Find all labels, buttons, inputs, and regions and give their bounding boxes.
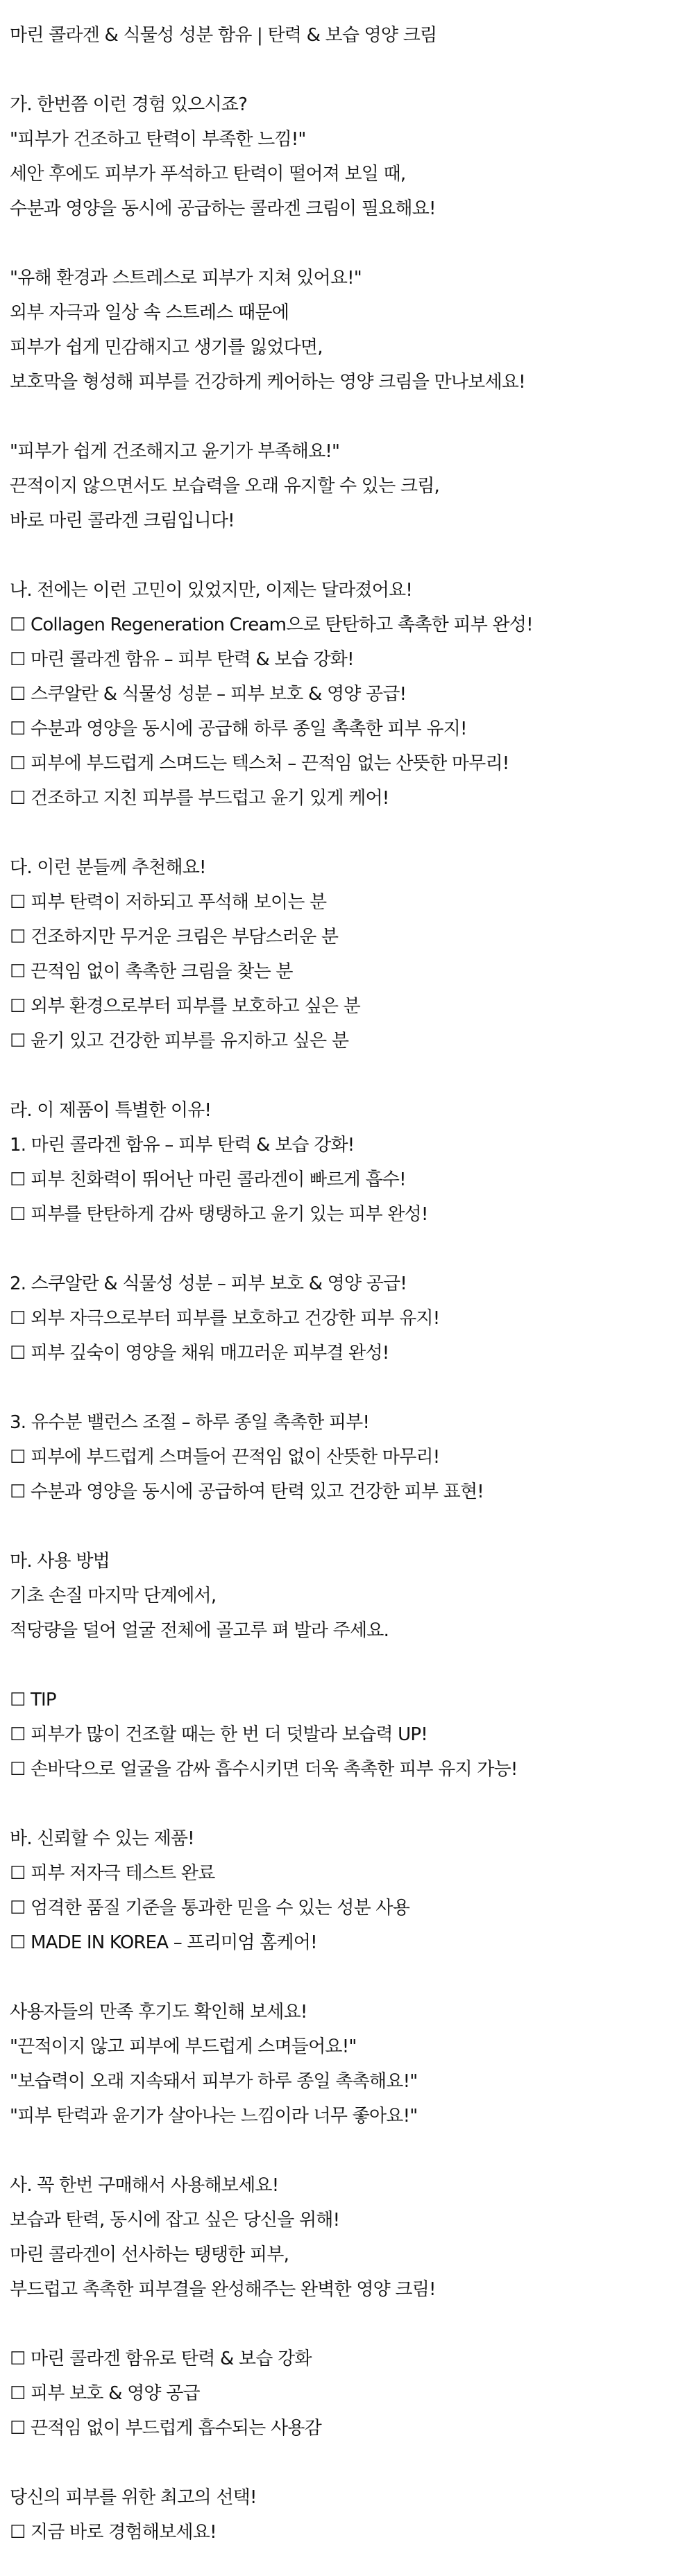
spacer — [10, 1058, 694, 1093]
section-heading: 나. 전에는 이런 고민이 있었지만, 이제는 달라졌어요! — [10, 580, 412, 601]
text-line: ☐ 건조하고 지친 피부를 부드럽고 윤기 있게 케어! — [10, 788, 389, 809]
paragraph — [10, 2342, 694, 2446]
text-line: ☐ 끈적임 없이 촉촉한 크림을 찾는 분 — [10, 961, 293, 982]
text-line: ☐ Collagen Regeneration Cream으로 탄탄하고 촉촉한 피부 완성! — [10, 615, 533, 635]
text-line: 적당량을 덜어 얼굴 전체에 골고루 펴 발라 주세요. — [10, 1620, 389, 1641]
spacer — [10, 226, 694, 261]
spacer — [10, 1509, 694, 1544]
text-line: ☐ 스쿠알란 & 식물성 성분 – 피부 보호 & 영양 공급! — [10, 684, 407, 705]
paragraph — [10, 434, 694, 538]
text-line: ☐ 피부에 부드럽게 스며드는 텍스처 – 끈적임 없는 산뜻한 마무리! — [10, 753, 509, 774]
text-line: ☐ 피부 보호 & 영양 공급 — [10, 2383, 200, 2404]
section-2 — [10, 573, 694, 816]
spacer — [10, 816, 694, 850]
paragraph — [10, 2480, 694, 2550]
text-line: ☐ 건조하지만 무거운 크림은 부담스러운 분 — [10, 927, 339, 947]
text-line: ☐ 피부에 부드럽게 스며들어 끈적임 없이 산뜻한 마무리! — [10, 1447, 440, 1468]
section-heading: 라. 이 제품이 특별한 이유! — [10, 1100, 212, 1121]
section-7 — [10, 2168, 694, 2550]
text-line: "피부가 쉽게 건조해지고 윤기가 부족해요!" — [10, 441, 340, 462]
text-line: 피부가 쉽게 민감해지고 생기를 잃었다면, — [10, 337, 323, 358]
paragraph — [10, 608, 694, 816]
paragraph — [10, 261, 694, 400]
text-line: ☐ 외부 환경으로부터 피부를 보호하고 싶은 분 — [10, 996, 360, 1017]
section-1 — [10, 87, 694, 538]
text-line: 보습과 탄력, 동시에 잡고 싶은 당신을 위해! — [10, 2210, 340, 2231]
text-line: ☐ 엄격한 품질 기준을 통과한 믿을 수 있는 성분 사용 — [10, 1898, 410, 1918]
text-line: ☐ 피부가 많이 건조할 때는 한 번 더 덧발라 보습력 UP! — [10, 1724, 428, 1745]
spacer — [10, 53, 694, 87]
section-heading: 바. 신뢰할 수 있는 제품! — [10, 1828, 194, 1849]
section-heading: 다. 이런 분들께 추천해요! — [10, 857, 206, 878]
text-line: ☐ 마린 콜라겐 함유 – 피부 탄력 & 보습 강화! — [10, 649, 354, 670]
text-line: ☐ 수분과 영양을 동시에 공급해 하루 종일 촉촉한 피부 유지! — [10, 719, 467, 739]
text-line: 3. 유수분 밸런스 조절 – 하루 종일 촉촉한 피부! — [10, 1412, 370, 1433]
paragraph — [10, 1266, 694, 1371]
paragraph — [10, 1856, 694, 1960]
section-5 — [10, 1544, 694, 1787]
paragraph — [10, 1579, 694, 1648]
text-line: 보호막을 형성해 피부를 건강하게 케어하는 영양 크림을 만나보세요! — [10, 372, 525, 393]
section-3 — [10, 850, 694, 1058]
spacer — [10, 2446, 694, 2480]
spacer — [10, 1787, 694, 1821]
text-line: ☐ 지금 바로 경험해보세요! — [10, 2522, 217, 2543]
text-line: ☐ 피부를 탄탄하게 감싸 탱탱하고 윤기 있는 피부 완성! — [10, 1204, 428, 1225]
document-title: 마린 콜라겐 & 식물성 성분 함유 | 탄력 & 보습 영양 크림 — [10, 25, 437, 46]
text-line: 2. 스쿠알란 & 식물성 성분 – 피부 보호 & 영양 공급! — [10, 1273, 407, 1294]
text-line: ☐ 피부 친화력이 뛰어난 마린 콜라겐이 빠르게 흡수! — [10, 1169, 406, 1190]
text-line: ☐ 피부 저자극 테스트 완료 — [10, 1863, 215, 1884]
spacer — [10, 1371, 694, 1405]
text-line: ☐ 수분과 영양을 동시에 공급하여 탄력 있고 건강한 피부 표현! — [10, 1482, 484, 1502]
text-line: 당신의 피부를 위한 최고의 선택! — [10, 2487, 257, 2508]
spacer — [10, 400, 694, 434]
text-line: 사용자들의 만족 후기도 확인해 보세요! — [10, 2002, 307, 2023]
text-line: ☐ 외부 자극으로부터 피부를 보호하고 건강한 피부 유지! — [10, 1308, 440, 1329]
spacer — [10, 2133, 694, 2168]
text-line: 기초 손질 마지막 단계에서, — [10, 1586, 217, 1606]
paragraph — [10, 122, 694, 226]
text-line: ☐ 마린 콜라겐 함유로 탄력 & 보습 강화 — [10, 2349, 312, 2369]
text-line: 끈적이지 않으면서도 보습력을 오래 유지할 수 있는 크림, — [10, 476, 439, 497]
text-line: 수분과 영양을 동시에 공급하는 콜라겐 크림이 필요해요! — [10, 198, 436, 219]
text-line: "끈적이지 않고 피부에 부드럽게 스며들어요!" — [10, 2036, 357, 2057]
spacer — [10, 538, 694, 573]
paragraph — [10, 1995, 694, 2133]
section-heading: 마. 사용 방법 — [10, 1551, 110, 1572]
text-line: ☐ 끈적임 없이 부드럽게 흡수되는 사용감 — [10, 2418, 321, 2439]
text-line: ☐ MADE IN KOREA – 프리미엄 홈케어! — [10, 1932, 317, 1953]
text-line: 부드럽고 촉촉한 피부결을 완성해주는 완벽한 영양 크림! — [10, 2279, 436, 2300]
text-line: "피부 탄력과 윤기가 살아나는 느낌이라 너무 좋아요!" — [10, 2106, 418, 2127]
paragraph — [10, 1405, 694, 1509]
text-line: 1. 마린 콜라겐 함유 – 피부 탄력 & 보습 강화! — [10, 1135, 355, 1156]
text-line: 마린 콜라겐이 선사하는 탱탱한 피부, — [10, 2244, 289, 2265]
text-line: ☐ 피부 탄력이 저하되고 푸석해 보이는 분 — [10, 892, 327, 913]
text-line: ☐ 윤기 있고 건강한 피부를 유지하고 싶은 분 — [10, 1031, 349, 1051]
spacer — [10, 1232, 694, 1266]
text-line: "보습력이 오래 지속돼서 피부가 하루 종일 촉촉해요!" — [10, 2071, 418, 2092]
text-line: ☐ 피부 깊숙이 영양을 채워 매끄러운 피부결 완성! — [10, 1343, 389, 1364]
spacer — [10, 2307, 694, 2342]
text-line: "유해 환경과 스트레스로 피부가 지쳐 있어요!" — [10, 268, 362, 289]
section-heading: 사. 꼭 한번 구매해서 사용해보세요! — [10, 2175, 279, 2196]
section-6 — [10, 1821, 694, 2133]
spacer — [10, 1960, 694, 1995]
text-line: 바로 마린 콜라겐 크림입니다! — [10, 510, 235, 531]
section-heading: 가. 한번쯤 이런 경험 있으시죠? — [10, 94, 248, 115]
paragraph — [10, 885, 694, 1058]
text-line: 세안 후에도 피부가 푸석하고 탄력이 떨어져 보일 때, — [10, 164, 406, 184]
text-line: ☐ 손바닥으로 얼굴을 감싸 흡수시키면 더욱 촉촉한 피부 유지 가능! — [10, 1759, 518, 1780]
sections-container — [10, 87, 694, 2550]
paragraph — [10, 1128, 694, 1232]
spacer — [10, 1648, 694, 1683]
paragraph — [10, 2203, 694, 2307]
section-4 — [10, 1093, 694, 1509]
text-line: "피부가 건조하고 탄력이 부족한 느낌!" — [10, 129, 306, 150]
paragraph — [10, 1683, 694, 1787]
text-line: 외부 자극과 일상 속 스트레스 때문에 — [10, 302, 289, 323]
text-line: ☐ TIP — [10, 1690, 56, 1710]
